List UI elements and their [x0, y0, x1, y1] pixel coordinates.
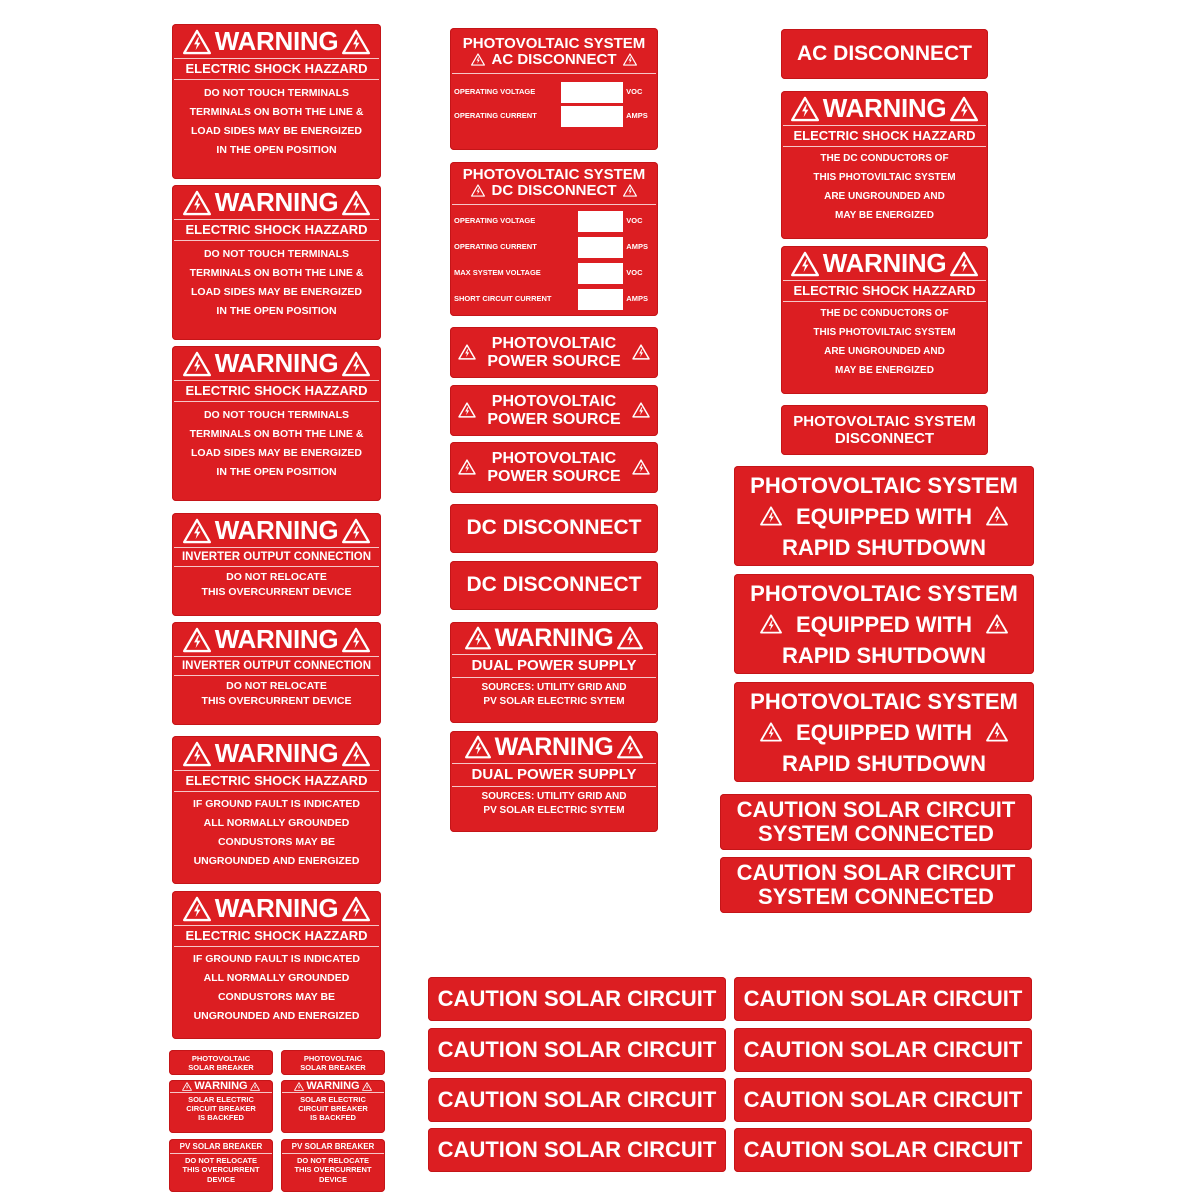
field-unit: VOC — [626, 216, 643, 226]
label-title: WARNING — [214, 738, 339, 768]
hazard-icon — [342, 190, 370, 216]
label-line: DO NOT TOUCH TERMINALS — [203, 247, 350, 260]
label-text: CAUTION SOLAR CIRCUIT — [437, 1137, 717, 1163]
field-label: OPERATING VOLTAGE — [454, 87, 536, 97]
label-line: RAPID SHUTDOWN — [781, 750, 987, 776]
warning-label-inverter-output-1 — [172, 513, 381, 616]
label-text: CAUTION SOLAR CIRCUIT — [437, 1087, 717, 1113]
hazard-icon — [182, 1082, 192, 1091]
label-subtitle: ELECTRIC SHOCK HAZZARD — [185, 928, 368, 944]
label-line: POWER SOURCE — [487, 410, 621, 428]
warning-label-dc-conductors-2 — [781, 246, 988, 394]
label-line: LOAD SIDES MAY BE ENERGIZED — [191, 446, 362, 459]
dc-disconnect-label-2 — [450, 561, 658, 610]
rapid-shutdown-label-2 — [734, 574, 1034, 674]
label-line: PHOTOVOLTAIC — [303, 1053, 363, 1063]
label-line: SOLAR ELECTRIC — [300, 1095, 366, 1104]
label-line: LOAD SIDES MAY BE ENERGIZED — [191, 124, 362, 137]
label-line: IS BACKFED — [198, 1113, 244, 1122]
label-line: PV SOLAR ELECTRIC SYTEM — [483, 805, 625, 816]
divider — [452, 204, 656, 205]
label-line: POWER SOURCE — [487, 467, 621, 485]
warning-label-shock-terminals-2 — [172, 185, 381, 340]
label-subtitle: INVERTER OUTPUT CONNECTION — [181, 551, 372, 564]
hazard-icon — [632, 402, 650, 418]
label-text: AC DISCONNECT — [796, 41, 972, 65]
caution-solar-circuit-label-3 — [428, 1028, 726, 1072]
label-text: DC DISCONNECT — [466, 573, 642, 597]
caution-solar-circuit-label-4 — [734, 1028, 1032, 1072]
hazard-icon — [183, 29, 211, 55]
hazard-icon — [458, 344, 476, 360]
label-line: TERMINALS ON BOTH THE LINE & — [189, 427, 364, 440]
label-line: THE DC CONDUCTORS OF — [820, 152, 949, 164]
field-unit: VOC — [626, 87, 643, 97]
small-label-solar-breaker-2 — [281, 1050, 385, 1075]
label-title: PHOTOVOLTAIC SYSTEM — [462, 35, 646, 52]
label-line: PHOTOVOLTAIC SYSTEM — [750, 688, 1018, 714]
hazard-icon — [183, 627, 211, 653]
field-unit: AMPS — [626, 294, 648, 304]
label-line: SYSTEM CONNECTED — [758, 821, 994, 846]
label-title: WARNING — [214, 893, 339, 923]
label-line: SOURCES: UTILITY GRID AND — [481, 682, 627, 693]
hazard-icon — [458, 402, 476, 418]
label-line: ALL NORMALLY GROUNDED — [203, 816, 350, 829]
hazard-icon — [183, 351, 211, 377]
hazard-icon — [632, 459, 650, 475]
short-circuit-current-field[interactable] — [578, 289, 624, 310]
label-line: SYSTEM CONNECTED — [758, 884, 994, 909]
label-text: CAUTION SOLAR CIRCUIT — [743, 986, 1023, 1012]
hazard-icon — [342, 627, 370, 653]
operating-current-field[interactable] — [578, 237, 624, 258]
divider — [783, 280, 986, 281]
label-line: MAY BE ENERGIZED — [835, 209, 934, 221]
label-subtitle: ELECTRIC SHOCK HAZZARD — [185, 61, 368, 77]
caution-solar-circuit-label-8 — [734, 1128, 1032, 1172]
label-line: EQUIPPED WITH — [795, 503, 972, 529]
label-line: DO NOT RELOCATE — [226, 680, 327, 693]
label-line: DEVICE — [319, 1174, 347, 1184]
small-label-solar-breaker-1 — [169, 1050, 273, 1075]
label-title: WARNING — [214, 624, 339, 654]
label-line: CIRCUIT BREAKER — [186, 1104, 256, 1113]
divider — [452, 677, 656, 678]
label-line: UNGROUNDED AND ENERGIZED — [193, 854, 360, 867]
warning-label-dc-conductors-1 — [781, 91, 988, 239]
label-line: CONDUSTORS MAY BE — [217, 835, 336, 848]
hazard-icon — [250, 1082, 260, 1091]
divider — [174, 791, 379, 792]
label-text: CAUTION SOLAR CIRCUIT — [743, 1037, 1023, 1063]
small-label-backfed-1 — [169, 1080, 273, 1133]
label-title: WARNING — [194, 1080, 248, 1092]
label-line: THIS PHOTOVILTAIC SYSTEM — [813, 326, 956, 338]
label-line: THIS OVERCURRENT — [294, 1165, 372, 1174]
hazard-icon — [183, 896, 211, 922]
label-line: IN THE OPEN POSITION — [216, 304, 337, 317]
label-subtitle: DUAL POWER SUPPLY — [471, 766, 637, 784]
field-unit: AMPS — [626, 111, 648, 121]
label-line: SOLAR BREAKER — [300, 1062, 366, 1072]
label-line: EQUIPPED WITH — [795, 719, 972, 745]
label-text: CAUTION SOLAR CIRCUIT — [743, 1087, 1023, 1113]
field-unit: AMPS — [626, 242, 648, 252]
label-subtitle: ELECTRIC SHOCK HAZZARD — [185, 222, 368, 238]
warning-label-ground-fault-2 — [172, 891, 381, 1039]
hazard-icon — [362, 1082, 372, 1091]
pv-power-source-label-2 — [450, 385, 658, 436]
divider — [452, 763, 656, 764]
divider — [174, 79, 379, 80]
label-line: DO NOT TOUCH TERMINALS — [203, 86, 350, 99]
label-line: ALL NORMALLY GROUNDED — [203, 971, 350, 984]
hazard-icon — [986, 722, 1008, 742]
operating-voltage-field[interactable] — [561, 82, 623, 103]
hazard-icon — [342, 29, 370, 55]
label-line: RAPID SHUTDOWN — [781, 534, 987, 560]
label-text: CAUTION SOLAR CIRCUIT — [437, 1037, 717, 1063]
hazard-icon — [183, 190, 211, 216]
caution-solar-circuit-label-1 — [428, 977, 726, 1021]
label-line: PV SOLAR ELECTRIC SYTEM — [483, 696, 625, 707]
divider — [174, 675, 379, 676]
small-label-pv-breaker-1 — [169, 1139, 273, 1192]
label-line: CAUTION SOLAR CIRCUIT — [736, 860, 1016, 885]
label-text: CAUTION SOLAR CIRCUIT — [437, 986, 717, 1012]
divider — [174, 219, 379, 220]
divider — [783, 301, 986, 302]
divider — [174, 925, 379, 926]
field-label: OPERATING VOLTAGE — [454, 216, 536, 226]
label-text: DC DISCONNECT — [466, 516, 642, 540]
pv-ac-disconnect-label — [450, 28, 658, 150]
hazard-icon — [617, 735, 643, 759]
hazard-icon — [465, 735, 491, 759]
ac-disconnect-label — [781, 29, 988, 79]
label-title: PHOTOVOLTAIC SYSTEM — [462, 166, 646, 183]
label-line: DO NOT TOUCH TERMINALS — [203, 408, 350, 421]
hazard-icon — [471, 53, 485, 66]
divider — [783, 125, 986, 126]
hazard-icon — [986, 506, 1008, 526]
label-title: PV SOLAR BREAKER — [291, 1142, 375, 1151]
hazard-icon — [760, 614, 782, 634]
label-subtitle: ELECTRIC SHOCK HAZZARD — [185, 383, 368, 399]
caution-solar-circuit-label-5 — [428, 1078, 726, 1122]
label-title: WARNING — [494, 624, 614, 652]
label-line: TERMINALS ON BOTH THE LINE & — [189, 105, 364, 118]
label-subtitle: DUAL POWER SUPPLY — [471, 657, 637, 675]
hazard-icon — [986, 614, 1008, 634]
divider — [174, 656, 379, 657]
hazard-icon — [950, 96, 978, 122]
label-line: DISCONNECT — [834, 430, 935, 447]
warning-label-shock-terminals-3 — [172, 346, 381, 501]
label-line: CAUTION SOLAR CIRCUIT — [736, 797, 1016, 822]
pv-power-source-label-3 — [450, 442, 658, 493]
label-subtitle: AC DISCONNECT — [491, 50, 617, 68]
dc-disconnect-label-1 — [450, 504, 658, 553]
max-system-voltage-field[interactable] — [578, 263, 624, 284]
label-title: WARNING — [214, 348, 339, 378]
label-line: SOLAR BREAKER — [188, 1062, 254, 1072]
label-line: CONDUSTORS MAY BE — [217, 990, 336, 1003]
hazard-icon — [791, 96, 819, 122]
label-line: PHOTOVOLTAIC — [191, 1053, 251, 1063]
small-label-pv-breaker-2 — [281, 1139, 385, 1192]
warning-label-inverter-output-2 — [172, 622, 381, 725]
label-line: SOURCES: UTILITY GRID AND — [481, 791, 627, 802]
label-subtitle: INVERTER OUTPUT CONNECTION — [181, 660, 372, 673]
pv-system-disconnect-label — [781, 405, 988, 455]
hazard-icon — [342, 351, 370, 377]
caution-solar-circuit-label-6 — [734, 1078, 1032, 1122]
label-line: ARE UNGROUNDED AND — [824, 345, 945, 357]
label-subtitle: ELECTRIC SHOCK HAZZARD — [185, 773, 368, 789]
label-line: PHOTOVOLTAIC — [491, 334, 617, 352]
label-line: DEVICE — [207, 1174, 235, 1184]
hazard-icon — [342, 741, 370, 767]
system-connected-label-2 — [720, 857, 1032, 913]
divider — [170, 1153, 272, 1154]
label-line: THIS OVERCURRENT — [182, 1165, 260, 1174]
label-line: UNGROUNDED AND ENERGIZED — [193, 1009, 360, 1022]
hazard-icon — [950, 251, 978, 277]
divider — [783, 146, 986, 147]
label-text: CAUTION SOLAR CIRCUIT — [743, 1137, 1023, 1163]
label-title: WARNING — [822, 93, 947, 123]
hazard-icon — [458, 459, 476, 475]
hazard-icon — [342, 896, 370, 922]
hazard-icon — [760, 506, 782, 526]
hazard-icon — [342, 518, 370, 544]
hazard-icon — [465, 626, 491, 650]
hazard-icon — [471, 184, 485, 197]
label-subtitle: ELECTRIC SHOCK HAZZARD — [793, 128, 976, 144]
label-line: IS BACKFED — [310, 1113, 356, 1122]
label-line: IN THE OPEN POSITION — [216, 465, 337, 478]
label-line: EQUIPPED WITH — [795, 611, 972, 637]
divider — [174, 58, 379, 59]
field-label: OPERATING CURRENT — [454, 242, 537, 252]
label-line: PHOTOVOLTAIC SYSTEM — [793, 413, 976, 430]
hazard-icon — [632, 344, 650, 360]
label-line: SOLAR ELECTRIC — [188, 1095, 254, 1104]
label-line: IN THE OPEN POSITION — [216, 143, 337, 156]
system-connected-label-1 — [720, 794, 1032, 850]
label-title: WARNING — [214, 515, 339, 545]
divider — [174, 401, 379, 402]
field-label: MAX SYSTEM VOLTAGE — [454, 268, 541, 278]
divider — [282, 1092, 384, 1093]
divider — [174, 770, 379, 771]
pv-dc-disconnect-label — [450, 162, 658, 316]
label-line: ARE UNGROUNDED AND — [824, 190, 945, 202]
label-title: WARNING — [494, 733, 614, 761]
label-subtitle: DC DISCONNECT — [491, 181, 617, 199]
hazard-icon — [623, 53, 637, 66]
hazard-icon — [294, 1082, 304, 1091]
label-line: THIS OVERCURRENT DEVICE — [201, 695, 352, 708]
field-label: OPERATING CURRENT — [454, 111, 537, 121]
label-line: CIRCUIT BREAKER — [298, 1104, 368, 1113]
label-title: WARNING — [822, 248, 947, 278]
hazard-icon — [791, 251, 819, 277]
label-line: PHOTOVOLTAIC — [491, 449, 617, 467]
label-line: PHOTOVOLTAIC SYSTEM — [750, 472, 1018, 498]
hazard-icon — [183, 518, 211, 544]
label-line: IF GROUND FAULT IS INDICATED — [192, 797, 361, 810]
hazard-icon — [623, 184, 637, 197]
label-title: WARNING — [214, 26, 339, 56]
small-label-backfed-2 — [281, 1080, 385, 1133]
divider — [174, 547, 379, 548]
label-title: PV SOLAR BREAKER — [179, 1142, 263, 1151]
hazard-icon — [617, 626, 643, 650]
label-line: DO NOT RELOCATE — [226, 571, 327, 584]
warning-label-dual-power-2 — [450, 731, 658, 832]
label-line: LOAD SIDES MAY BE ENERGIZED — [191, 285, 362, 298]
hazard-icon — [183, 741, 211, 767]
divider — [452, 73, 656, 74]
pv-power-source-label-1 — [450, 327, 658, 378]
warning-label-shock-terminals-1 — [172, 24, 381, 179]
field-unit: VOC — [626, 268, 643, 278]
label-line: PHOTOVOLTAIC SYSTEM — [750, 580, 1018, 606]
label-line: PHOTOVOLTAIC — [491, 392, 617, 410]
label-line: DO NOT RELOCATE — [297, 1155, 369, 1165]
label-line: IF GROUND FAULT IS INDICATED — [192, 952, 361, 965]
label-line: RAPID SHUTDOWN — [781, 642, 987, 668]
rapid-shutdown-label-1 — [734, 466, 1034, 566]
divider — [174, 946, 379, 947]
divider — [174, 240, 379, 241]
label-line: THE DC CONDUCTORS OF — [820, 307, 949, 319]
divider — [452, 786, 656, 787]
label-line: THIS OVERCURRENT DEVICE — [201, 586, 352, 599]
caution-solar-circuit-label-7 — [428, 1128, 726, 1172]
label-line: THIS PHOTOVILTAIC SYSTEM — [813, 171, 956, 183]
rapid-shutdown-label-3 — [734, 682, 1034, 782]
label-line: DO NOT RELOCATE — [185, 1155, 257, 1165]
label-line: MAY BE ENERGIZED — [835, 364, 934, 376]
divider — [170, 1092, 272, 1093]
field-label: SHORT CIRCUIT CURRENT — [454, 294, 552, 304]
warning-label-dual-power-1 — [450, 622, 658, 723]
divider — [452, 654, 656, 655]
divider — [282, 1153, 384, 1154]
label-subtitle: ELECTRIC SHOCK HAZZARD — [793, 283, 976, 299]
label-title: WARNING — [306, 1080, 360, 1092]
caution-solar-circuit-label-2 — [734, 977, 1032, 1021]
hazard-icon — [760, 722, 782, 742]
label-title: WARNING — [214, 187, 339, 217]
label-line: TERMINALS ON BOTH THE LINE & — [189, 266, 364, 279]
divider — [174, 380, 379, 381]
divider — [174, 566, 379, 567]
operating-voltage-field[interactable] — [578, 211, 624, 232]
operating-current-field[interactable] — [561, 106, 623, 127]
warning-label-ground-fault-1 — [172, 736, 381, 884]
label-line: POWER SOURCE — [487, 352, 621, 370]
